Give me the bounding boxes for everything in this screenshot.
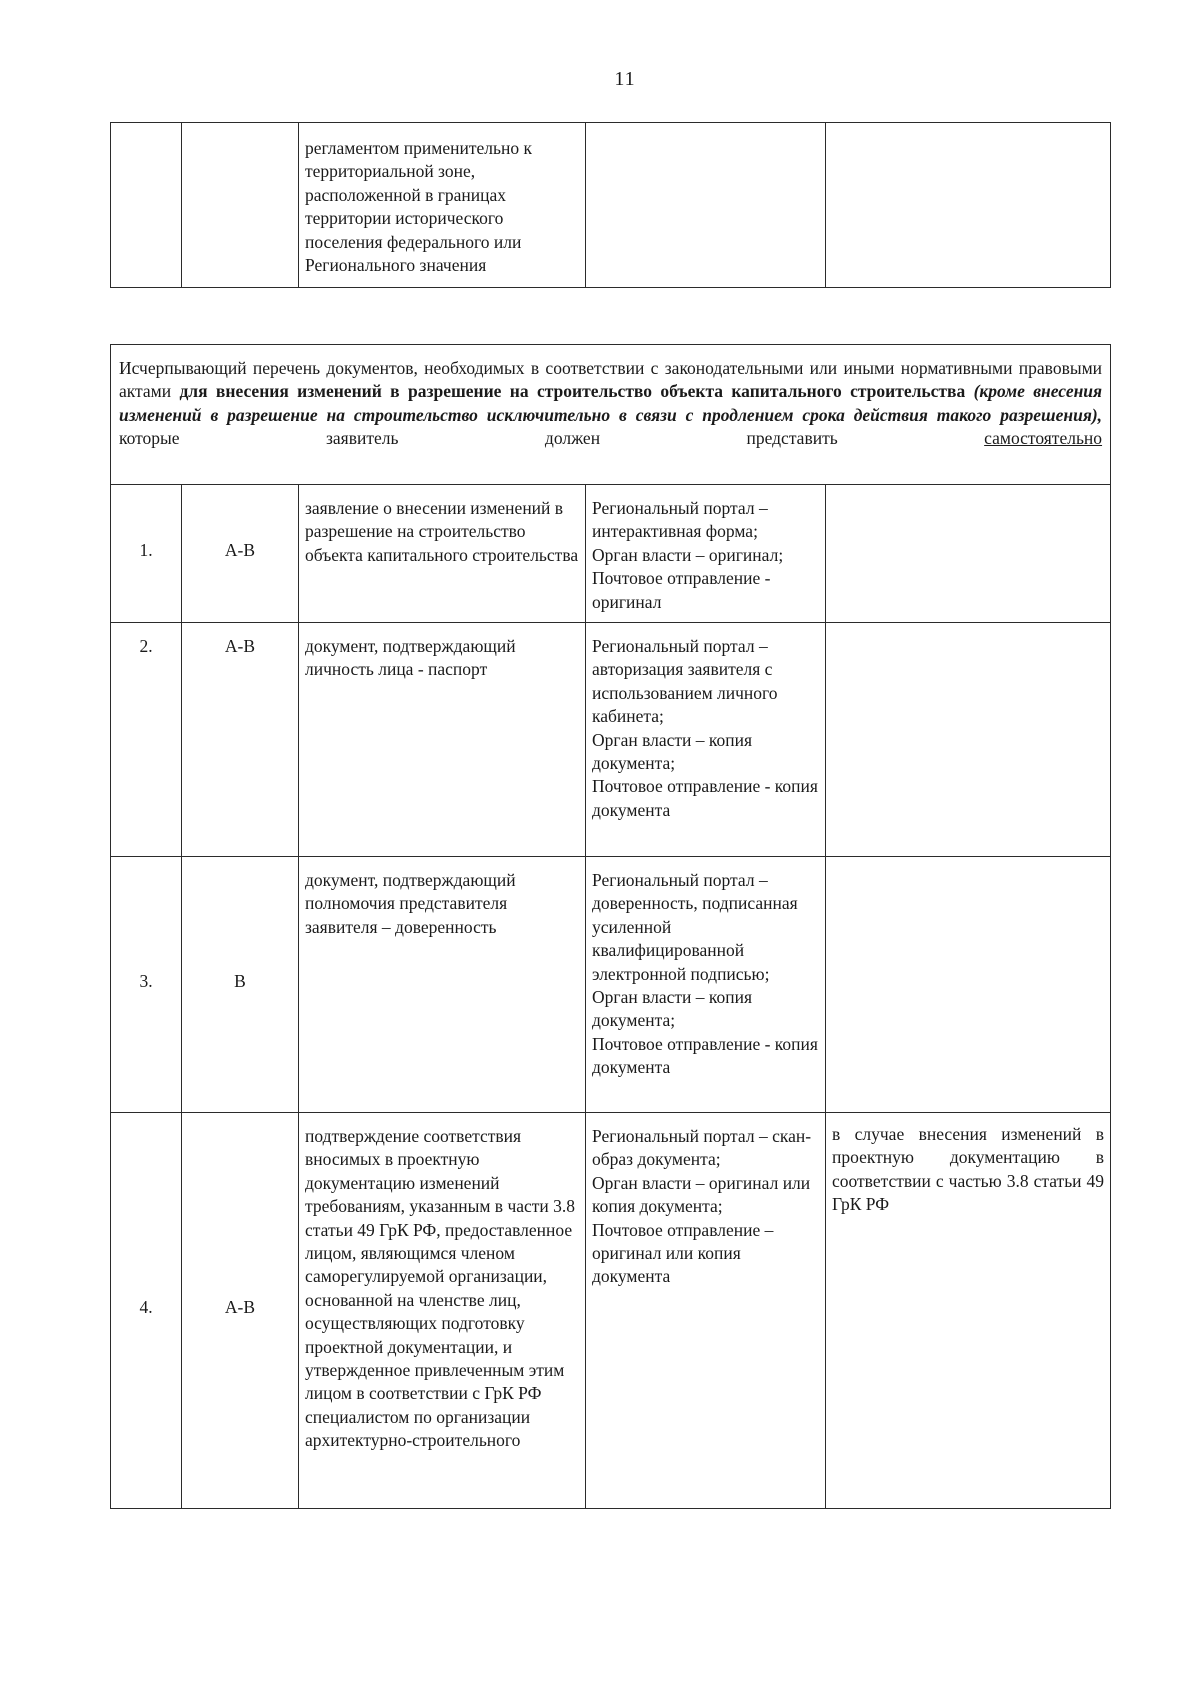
table-row [111,1113,1111,1509]
row-document: документ, подтверждающий полномочия представителя заявителя – доверенность [299,857,586,1113]
row-category: В [182,857,299,1113]
table-row [111,485,1111,623]
category-cell [182,123,299,288]
row-submission-text: Региональный портал – авторизация заявителя с использованием личного кабинета; Орган власти – копия документа; Почтовое отправление - копия документа [592,636,818,820]
document-cell: регламентом применительно к территориальной зоне, расположенной в границах территории исторического поселения федерального или Регионального значения [299,123,586,288]
continuation-table [110,122,1111,288]
documents-table [110,344,1111,1509]
row-category: А-В [182,623,299,857]
row-submission [586,485,826,623]
heading-underlined-text: самостоятельно [984,428,1103,449]
row-document: документ, подтверждающий личность лица - паспорт [299,623,586,857]
heading-bold-text: для внесения изменений в разрешение на строительство объекта капитального строительства [179,381,966,402]
row-notes [826,485,1111,623]
row-number: 4. [111,1113,182,1509]
number-cell [111,123,182,288]
heading-text-2: которые заявитель должен представить [119,428,985,449]
heading-text: Исчерпывающий перечень документов, необходимых в соответствии с законодательными или иными нормативными правовыми актами [119,358,1103,402]
row-notes [826,857,1111,1113]
row-category: А-В [182,485,299,623]
table-row [111,857,1111,1113]
submission-cell [586,123,826,288]
row-notes: в случае внесения изменений в проектную документацию в соответствии с частью 3.8 статьи 49 ГрК РФ [826,1113,1111,1509]
table-row [111,123,1111,288]
table-row [111,623,1111,857]
row-submission-text: Региональный портал – интерактивная форма; Орган власти – оригинал; Почтовое отправление - оригинал [592,498,784,612]
row-submission [586,1113,826,1509]
row-document: заявление о внесении изменений в разрешение на строительство объекта капитального строительства [299,485,586,623]
heading-bold-italic-text: (кроме внесения изменений в разрешение на строительство исключительно в связи с продлением срока действия такого разрешения), [119,381,1103,425]
row-submission-text: Региональный портал – скан-образ документа; Орган власти – оригинал или копия документа; Почтовое отправление – оригинал или копия документа [592,1126,812,1287]
row-category: А-В [182,1113,299,1509]
row-number: 2. [111,623,182,857]
page-number: 11 [614,68,636,90]
row-number: 1. [111,485,182,623]
notes-cell [826,123,1111,288]
row-submission [586,857,826,1113]
row-notes [826,623,1111,857]
row-submission-text: Региональный портал – доверенность, подписанная усиленной квалифицированной электронной подписью; Орган власти – копия документа; Почтовое отправление - копия документа [592,870,818,1078]
row-number: 3. [111,857,182,1113]
section-heading [111,345,1111,485]
row-document: подтверждение соответствия вносимых в проектную документацию изменений требованиям, указанным в части 3.8 статьи 49 ГрК РФ, предоставленное лицом, являющимся членом саморегулируемой организации, основанной на членстве лиц, осуществляющих подготовку проектной документации, и утвержденное привлеченным этим лицом в соответствии с ГрК РФ специалистом по организации архитектурно-строительного [299,1113,586,1509]
row-submission [586,623,826,857]
section-heading-row [111,345,1111,485]
